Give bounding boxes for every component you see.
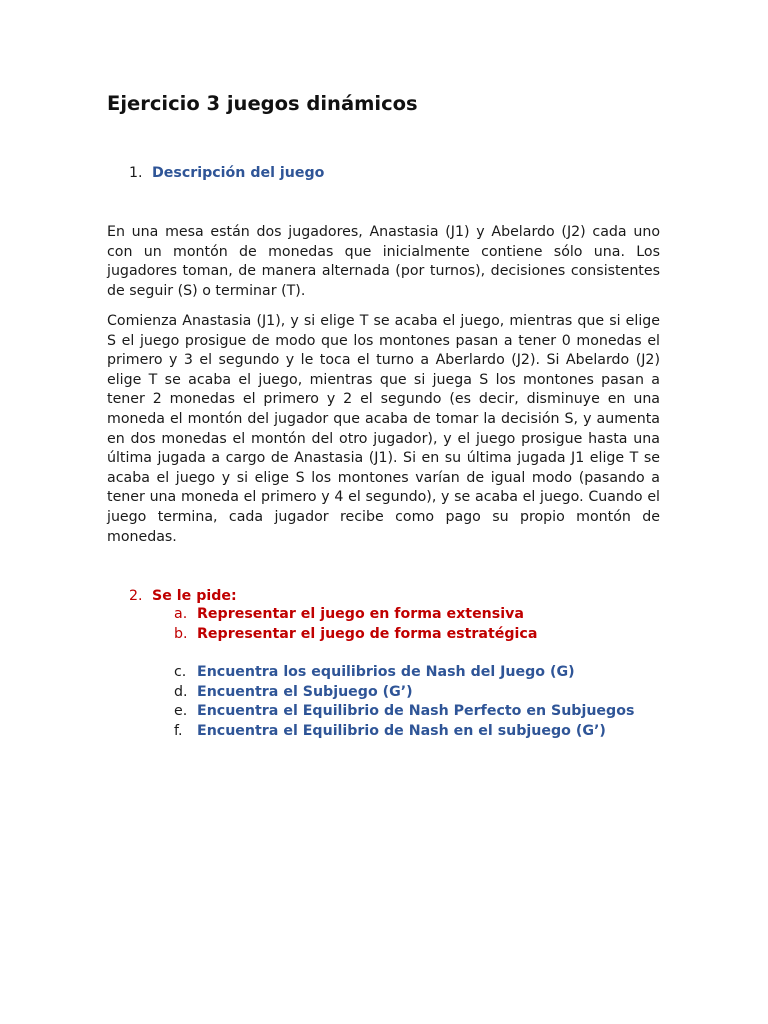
- list-item-text: Encuentra el Subjuego (G’): [197, 683, 413, 700]
- list-item: [174, 722, 644, 742]
- list-item: [174, 683, 644, 703]
- list-marker: a.: [174, 606, 188, 622]
- section-label: Se le pide:: [152, 588, 237, 604]
- list-item: [174, 625, 644, 645]
- list-item: [174, 702, 644, 722]
- list-item-text: Encuentra el Equilibrio de Nash en el subjuego (G’): [197, 723, 606, 740]
- list-item-text: Representar el juego en forma extensiva: [197, 606, 524, 622]
- section-description-heading: [129, 163, 324, 183]
- list-marker: b.: [174, 625, 188, 642]
- list-item-text: Representar el juego de forma estratégica: [197, 625, 538, 642]
- list-item: [174, 663, 644, 683]
- list-marker: e.: [174, 703, 188, 720]
- list-marker: c.: [174, 664, 187, 680]
- section-tasks-heading: [129, 586, 237, 606]
- list-item-text: Encuentra los equilibrios de Nash del Juego (G): [197, 664, 575, 680]
- section-number: 1.: [129, 165, 143, 181]
- task-list-blue: [174, 663, 644, 742]
- task-list-red: [174, 605, 644, 644]
- list-item: [174, 605, 644, 625]
- paragraph-intro: En una mesa están dos jugadores, Anastasia (J1) y Abelardo (J2) cada uno con un montón de monedas que inicialmente contiene sólo una. Los jugadores toman, de manera alternada (por turnos), decisiones consistentes de seguir (S) o terminar (T).: [107, 224, 660, 299]
- list-marker: f.: [174, 723, 183, 740]
- section-number: 2.: [129, 588, 143, 604]
- document-title: Ejercicio 3 juegos dinámicos: [107, 92, 418, 115]
- list-marker: d.: [174, 683, 188, 700]
- paragraph-rules: Comienza Anastasia (J1), y si elige T se acaba el juego, mientras que si elige S el juego prosigue de modo que los montones pasan a tener 0 monedas el primero y 3 el segundo y le toca el turno a Aberlardo (J2). Si Abelardo (J2) elige T se acaba el juego, mientras que si juega S los montones pasan a tener 2 monedas el primero y 2 el segundo (es decir, disminuye en una moneda el montón del jugador que acaba de tomar la decisión S, y aumenta en dos monedas el montón del otro jugador), y el juego prosigue hasta una última jugada a cargo de Anastasia (J1). Si en su última jugada J1 elige T se acaba el juego y si elige S los montones varían de igual modo (pasando a tener una moneda el primero y 4 el segundo), y se acaba el juego. Cuando el juego termina, cada jugador recibe como pago su propio montón de monedas.: [107, 313, 660, 545]
- section-label: Descripción del juego: [152, 165, 325, 181]
- list-item-text: Encuentra el Equilibrio de Nash Perfecto en Subjuegos: [197, 703, 635, 720]
